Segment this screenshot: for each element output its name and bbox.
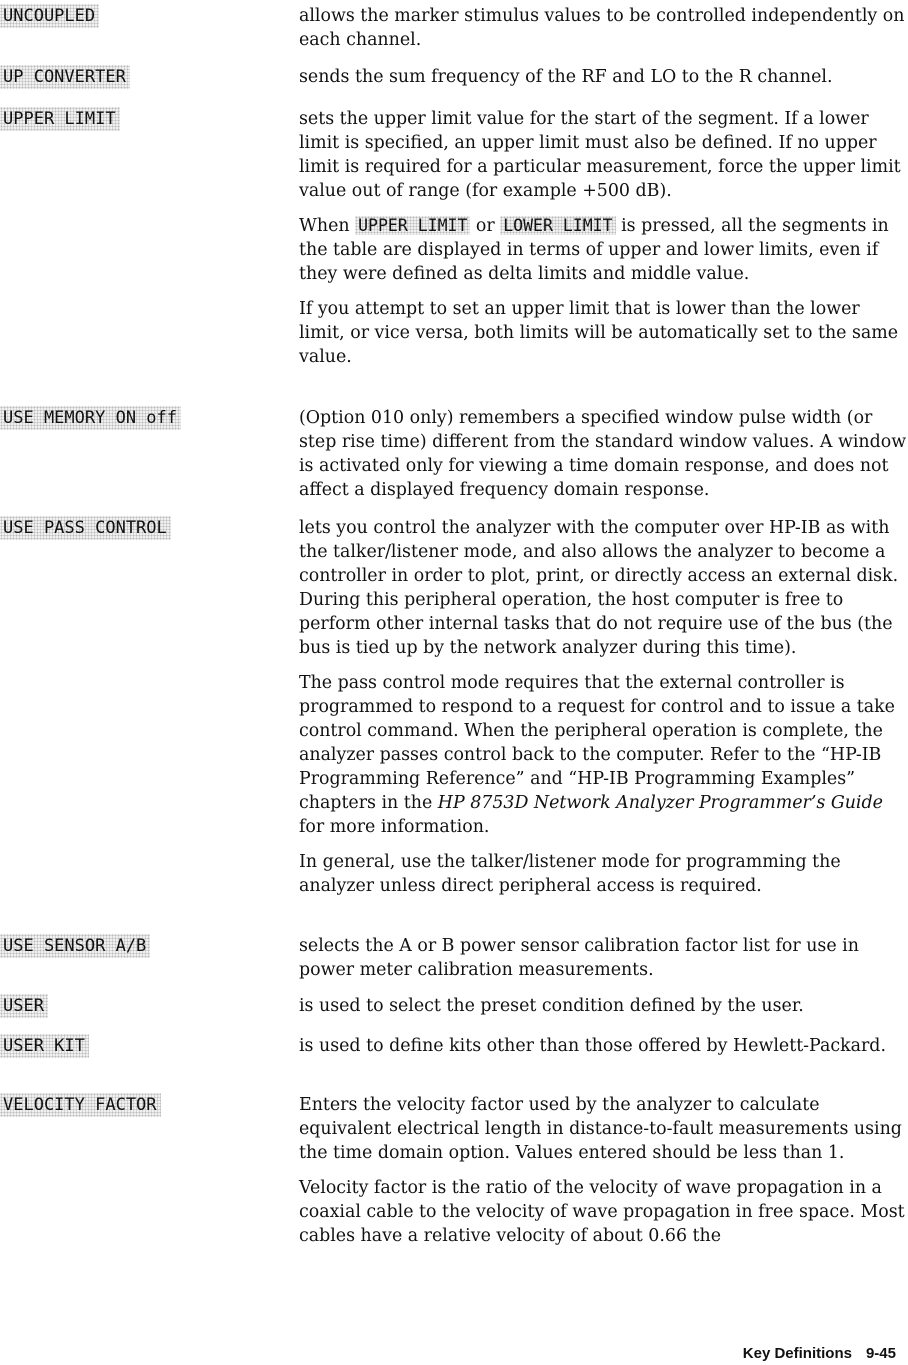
description-paragraph: allows the marker stimulus values to be controlled independently on each channel. <box>299 6 905 50</box>
description-paragraph <box>299 214 907 286</box>
text-run: or <box>475 216 495 236</box>
text-run: The pass control mode requires that the external controller is programmed to respond to a request for control and to issue a take control command. When the peripheral operation is complete, the analyzer passes control back to the computer. Refer to the “HP-IB Programming Reference” and “HP-IB Programming Examples” chapters in the <box>299 673 895 813</box>
entry-description <box>299 406 907 513</box>
description-paragraph: Enters the velocity factor used by the analyzer to calculate equivalent electrical length in distance-to-fault measurements using the time domain option. Values entered should be less than 1. <box>299 1095 902 1163</box>
description-paragraph: In general, use the talker/listener mode for programming the analyzer unless direct peripheral access is required. <box>299 852 841 896</box>
page-number: 9-45 <box>865 1345 896 1362</box>
text-run: When <box>299 216 350 236</box>
description-paragraph: selects the A or B power sensor calibration factor list for use in power meter calibration measurements. <box>299 936 859 980</box>
description-paragraph: If you attempt to set an upper limit that is lower than the lower limit, or vice versa, both limits will be automatically set to the same value. <box>299 299 899 367</box>
text-run: for more information. <box>299 817 490 837</box>
entry-description <box>299 4 907 63</box>
softkey-label: USER <box>0 994 48 1018</box>
softkey-label: USE MEMORY ON off <box>0 406 181 430</box>
softkey-label: UP CONVERTER <box>0 65 130 89</box>
description-paragraph: (Option 010 only) remembers a specified window pulse width (or step rise time) different from the standard window values. A window is activated only for viewing a time domain response, and does not affect a displayed frequency domain response. <box>299 408 907 500</box>
inline-softkey: UPPER LIMIT <box>355 216 470 235</box>
description-paragraph: is used to define kits other than those offered by Hewlett-Packard. <box>299 1036 886 1056</box>
entry-description <box>299 1034 907 1069</box>
description-paragraph: sends the sum frequency of the RF and LO to the R channel. <box>299 67 833 87</box>
entry-description <box>299 1093 907 1259</box>
text-run: is pressed, all the segments in the table are displayed in terms of upper and lower limits, even if they were defined as delta limits and middle value. <box>299 216 889 284</box>
description-paragraph: Velocity factor is the ratio of the velocity of wave propagation in a coaxial cable to the velocity of wave propagation in free space. Most cables have a relative velocity of about 0.66 the <box>299 1178 905 1246</box>
softkey-label: UPPER LIMIT <box>0 107 120 131</box>
page-footer <box>743 1345 896 1362</box>
description-paragraph: lets you control the analyzer with the computer over HP-IB as with the talker/listener mode, and also allows the analyzer to become a controller in order to plot, print, or directly access an external disk. During this peripheral operation, the host computer is free to perform other internal tasks that do not require use of the bus (the bus is tied up by the network analyzer during this time). <box>299 518 899 658</box>
description-paragraph: sets the upper limit value for the start of the segment. If a lower limit is specified, an upper limit must also be defined. If no upper limit is required for a particular measurement, force the upper limit value out of range (for example +500 dB). <box>299 109 901 201</box>
entry-description <box>299 65 907 100</box>
entry-description <box>299 934 907 993</box>
entry-description <box>299 516 907 909</box>
guide-title: HP 8753D Network Analyzer Programmer’s Guide <box>437 793 883 813</box>
softkey-label: USER KIT <box>0 1034 89 1058</box>
description-paragraph <box>299 671 907 839</box>
entry-description <box>299 994 907 1029</box>
softkey-label: USE PASS CONTROL <box>0 516 171 540</box>
description-paragraph: is used to select the preset condition defined by the user. <box>299 996 804 1016</box>
inline-softkey: LOWER LIMIT <box>500 216 615 235</box>
softkey-label: VELOCITY FACTOR <box>0 1093 161 1117</box>
entry-description <box>299 107 907 380</box>
section-title: Key Definitions <box>742 1345 852 1362</box>
softkey-label: UNCOUPLED <box>0 4 99 28</box>
softkey-label: USE SENSOR A/B <box>0 934 150 958</box>
